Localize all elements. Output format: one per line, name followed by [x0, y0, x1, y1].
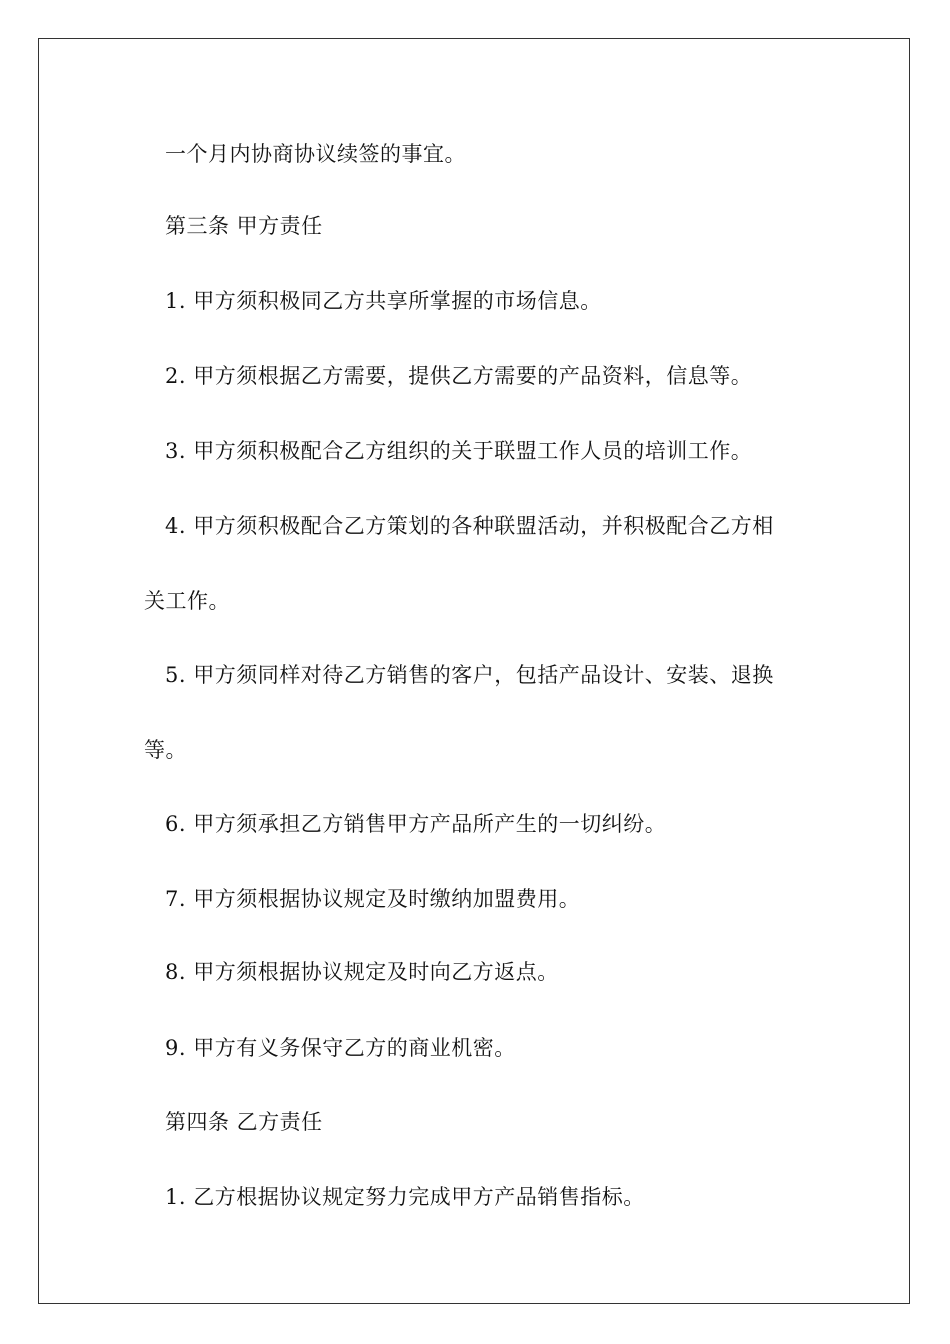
article-3-item-5-wrap: 等。	[144, 738, 187, 762]
article-3-item-2: 2. 甲方须根据乙方需要，提供乙方需要的产品资料，信息等。	[165, 364, 753, 388]
article-3-item-9: 9. 甲方有义务保守乙方的商业机密。	[165, 1036, 516, 1060]
article-3-item-4: 4. 甲方须积极配合乙方策划的各种联盟活动，并积极配合乙方相	[165, 514, 774, 538]
article-3-item-6: 6. 甲方须承担乙方销售甲方产品所产生的一切纠纷。	[165, 812, 667, 836]
article-3-item-3: 3. 甲方须积极配合乙方组织的关于联盟工作人员的培训工作。	[165, 439, 753, 463]
article-3-heading: 第三条 甲方责任	[165, 214, 323, 238]
article-3-item-4-wrap: 关工作。	[144, 589, 230, 613]
article-3-item-1: 1. 甲方须积极同乙方共享所掌握的市场信息。	[165, 289, 602, 313]
article-4-item-1: 1. 乙方根据协议规定努力完成甲方产品销售指标。	[165, 1185, 645, 1209]
article-3-item-8: 8. 甲方须根据协议规定及时向乙方返点。	[165, 960, 559, 984]
article-3-item-7: 7. 甲方须根据协议规定及时缴纳加盟费用。	[165, 887, 581, 911]
paragraph-continuation: 一个月内协商协议续签的事宜。	[165, 142, 466, 166]
article-3-item-5: 5. 甲方须同样对待乙方销售的客户，包括产品设计、安装、退换	[165, 663, 774, 687]
article-4-heading: 第四条 乙方责任	[165, 1110, 323, 1134]
